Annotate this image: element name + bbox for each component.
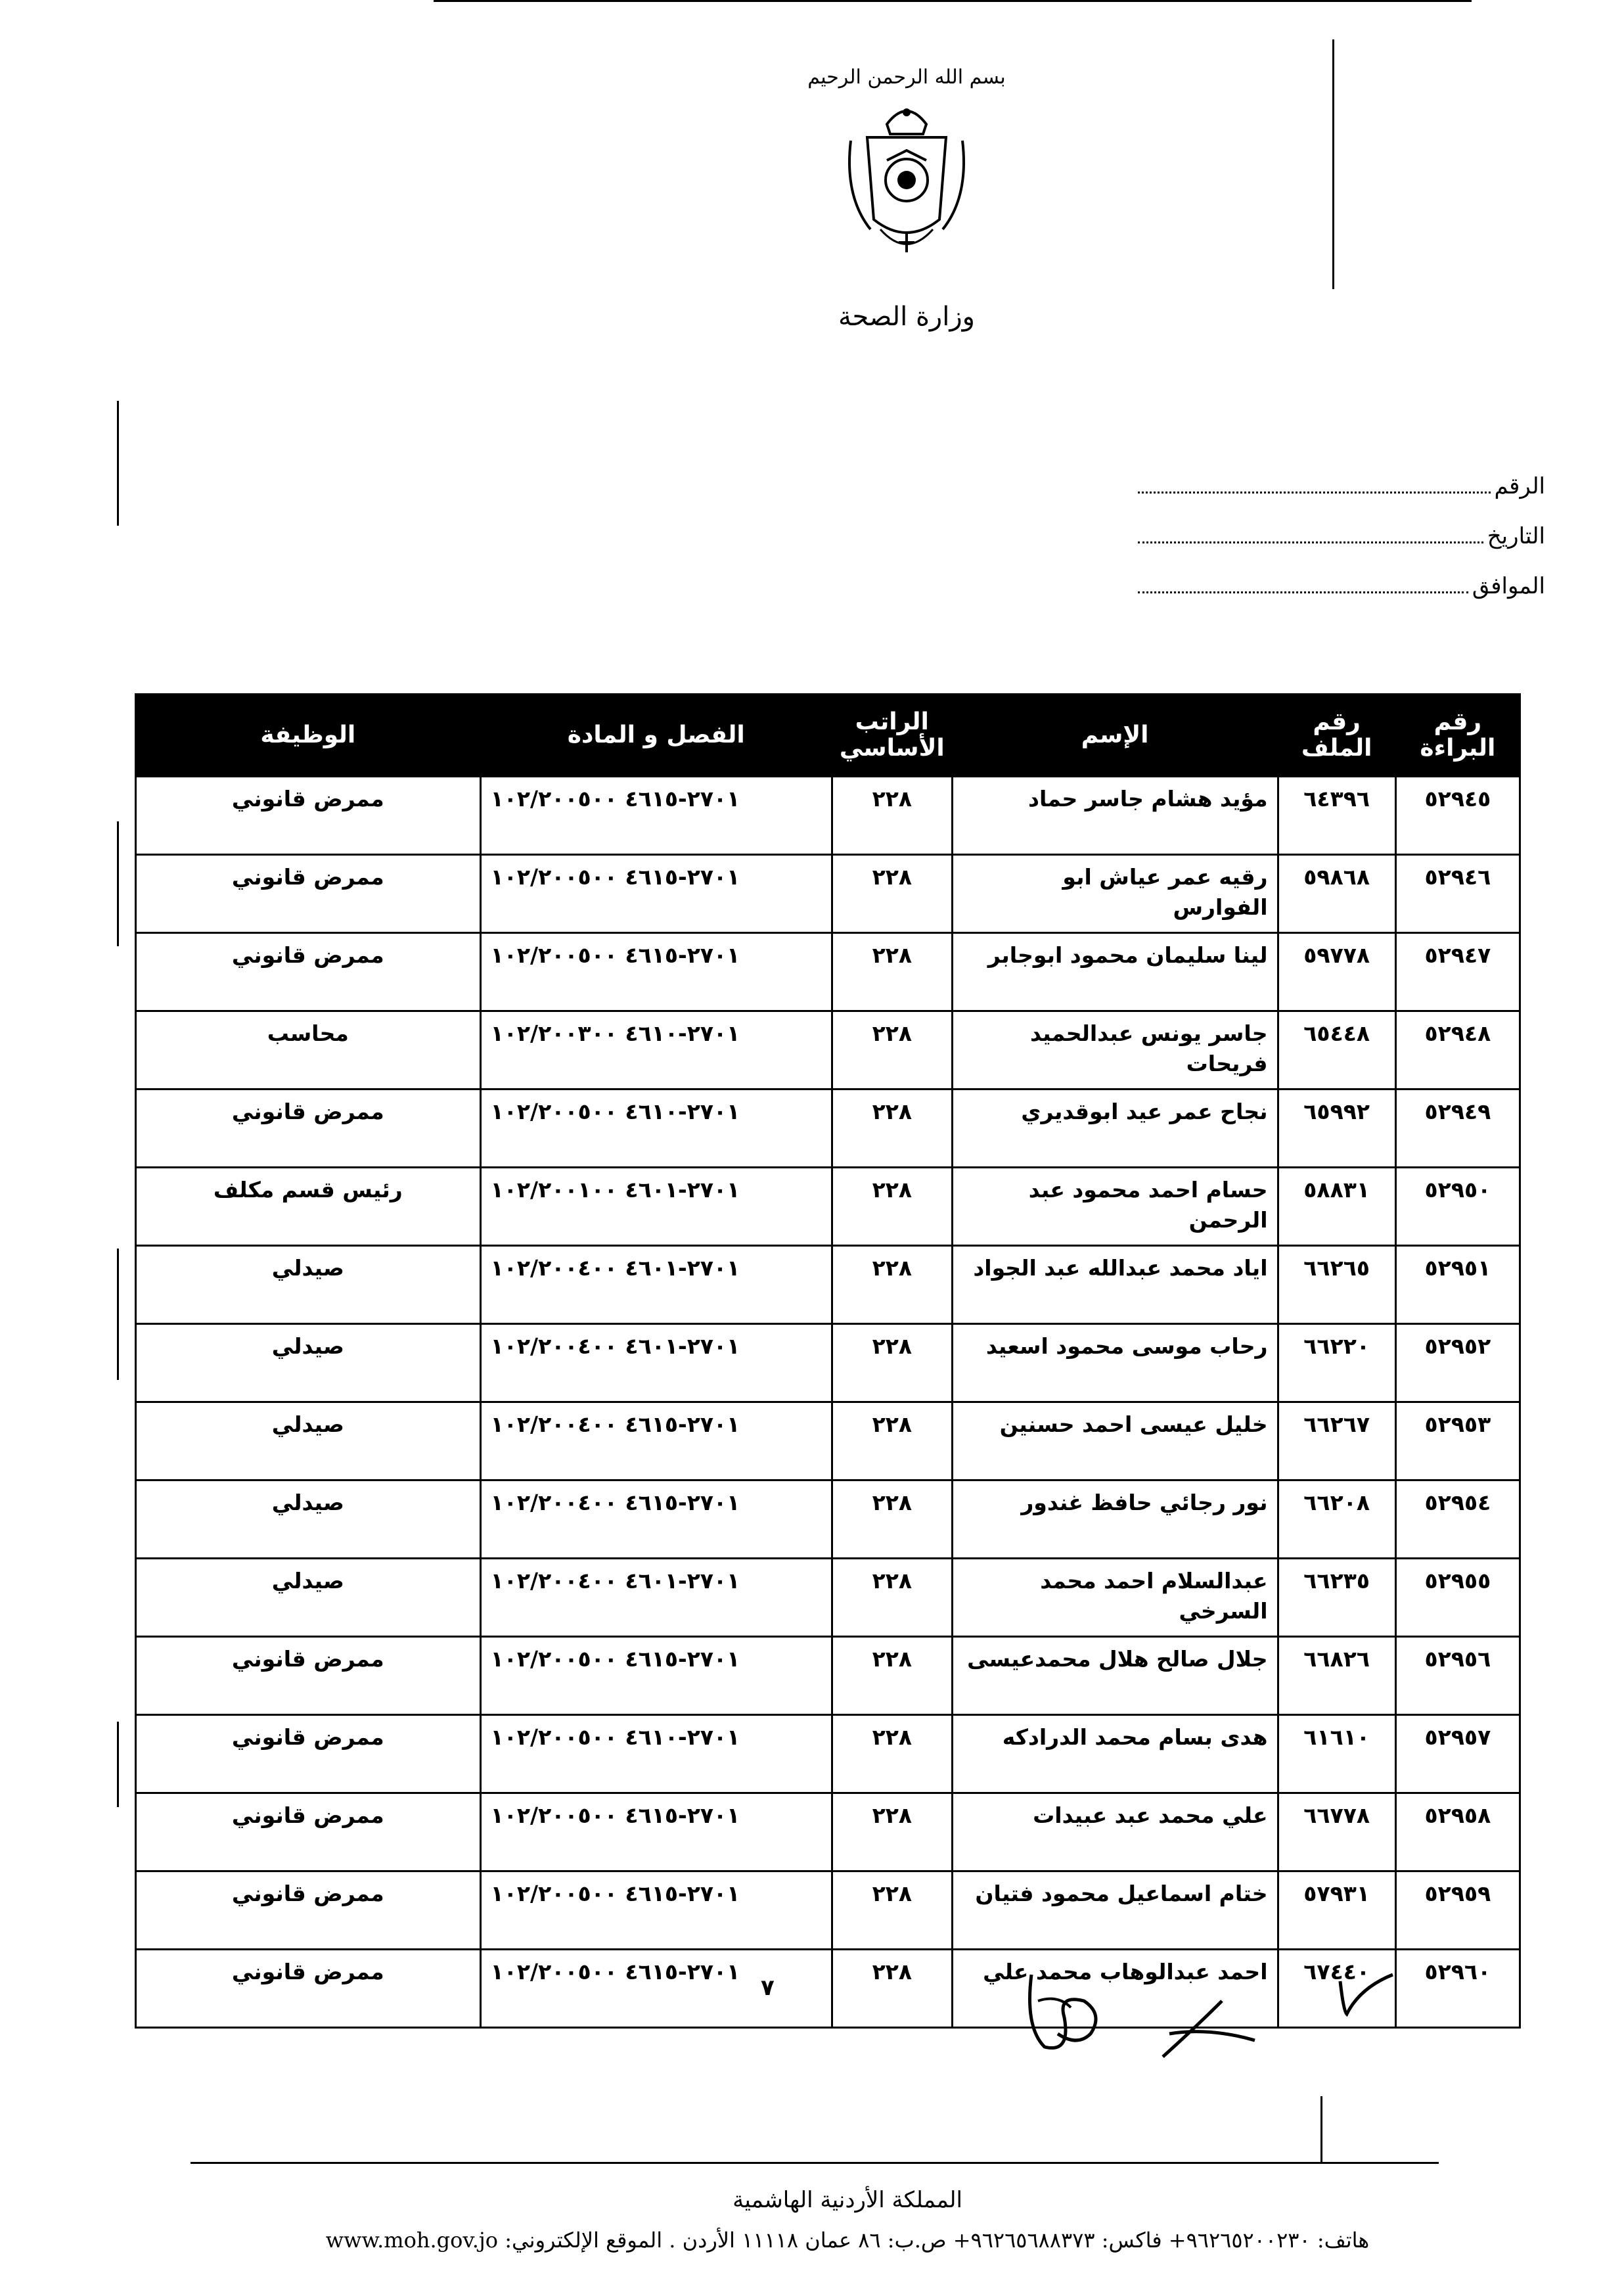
basic-salary-cell: ٢٢٨ xyxy=(832,1637,952,1715)
table-row xyxy=(136,1246,1520,1324)
clearance-number-cell: ٥٢٩٥١ xyxy=(1395,1246,1520,1324)
section-article-cell: ٢٧٠١-٤٦١٥ ١٠٢/٢٠٠٥٠٠ xyxy=(480,1793,832,1871)
table-row xyxy=(136,1637,1520,1715)
right-margin-line xyxy=(1332,39,1334,289)
top-border-line xyxy=(434,0,1472,2)
job-title-cell: محاسب xyxy=(136,1011,481,1090)
reference-number-label: الرقم xyxy=(1494,473,1545,499)
clearance-number-cell: ٥٢٩٤٩ xyxy=(1395,1090,1520,1168)
clearance-number-cell: ٥٢٩٤٥ xyxy=(1395,777,1520,855)
job-title-cell: ممرض قانوني xyxy=(136,933,481,1011)
table-row xyxy=(136,1402,1520,1480)
basic-salary-cell: ٢٢٨ xyxy=(832,1011,952,1090)
clearance-number-cell: ٥٢٩٥٣ xyxy=(1395,1402,1520,1480)
employee-name-cell: جاسر يونس عبدالحميد فريحات xyxy=(952,1011,1278,1090)
job-title-cell: صيدلي xyxy=(136,1402,481,1480)
letterhead xyxy=(690,66,1123,332)
file-number-cell: ٦٤٣٩٦ xyxy=(1278,777,1395,855)
file-number-cell: ٦٦٨٢٦ xyxy=(1278,1637,1395,1715)
employee-name-cell: رحاب موسى محمود اسعيد xyxy=(952,1324,1278,1402)
employee-name-cell: علي محمد عبد عبيدات xyxy=(952,1793,1278,1871)
corresponding-date-row xyxy=(1138,573,1545,623)
file-number-cell: ٦٥٤٤٨ xyxy=(1278,1011,1395,1090)
section-article-cell: ٢٧٠١-٤٦٠١ ١٠٢/٢٠٠٤٠٠ xyxy=(480,1559,832,1637)
clearance-number-cell: ٥٢٩٤٦ xyxy=(1395,855,1520,933)
job-title-cell: صيدلي xyxy=(136,1559,481,1637)
file-number-cell: ٥٨٨٣١ xyxy=(1278,1168,1395,1246)
right-margin-line xyxy=(1320,2096,1322,2162)
file-number-cell: ٦٦٢٦٥ xyxy=(1278,1246,1395,1324)
employee-name-cell: خليل عيسى احمد حسنين xyxy=(952,1402,1278,1480)
table-header-row xyxy=(136,695,1520,777)
handwritten-signature xyxy=(1012,1955,1419,2073)
file-number-cell: ٦٦٢٢٠ xyxy=(1278,1324,1395,1402)
ministry-name: وزارة الصحة xyxy=(838,302,975,332)
section-article-cell: ٢٧٠١-٤٦١٥ ١٠٢/٢٠٠٥٠٠ xyxy=(480,1871,832,1950)
file-number-cell: ٦٥٩٩٢ xyxy=(1278,1090,1395,1168)
file-number-cell: ٦٦٧٧٨ xyxy=(1278,1793,1395,1871)
dotted-line xyxy=(1138,576,1468,593)
clearance-number-cell: ٥٢٩٥٦ xyxy=(1395,1637,1520,1715)
left-margin-line xyxy=(117,401,119,526)
table-row xyxy=(136,1168,1520,1246)
basic-salary-cell: ٢٢٨ xyxy=(832,1715,952,1793)
job-title-cell: ممرض قانوني xyxy=(136,855,481,933)
clearance-number-cell: ٥٢٩٥٨ xyxy=(1395,1793,1520,1871)
job-title-cell: ممرض قانوني xyxy=(136,1950,481,2028)
reference-number-row xyxy=(1138,473,1545,523)
header-job: الوظيفة xyxy=(136,695,481,777)
basic-salary-cell: ٢٢٨ xyxy=(832,1950,952,2028)
section-article-cell: ٢٧٠١-٤٦٠١ ١٠٢/٢٠٠١٠٠ xyxy=(480,1168,832,1246)
file-number-cell: ٦٦٢٣٥ xyxy=(1278,1559,1395,1637)
job-title-cell: رئيس قسم مكلف xyxy=(136,1168,481,1246)
table-row xyxy=(136,1090,1520,1168)
header-section-article: الفصل و المادة xyxy=(480,695,832,777)
basic-salary-cell: ٢٢٨ xyxy=(832,1871,952,1950)
footer-rule xyxy=(191,2162,1439,2164)
section-article-cell: ٢٧٠١-٤٦١٥ ١٠٢/٢٠٠٥٠٠ xyxy=(480,855,832,933)
basmala: بسم الله الرحمن الرحيم xyxy=(807,66,1006,89)
job-title-cell: صيدلي xyxy=(136,1480,481,1559)
corresponding-date-label: الموافق xyxy=(1472,573,1545,599)
employee-name-cell: نور رجائي حافظ غندور xyxy=(952,1480,1278,1559)
basic-salary-cell: ٢٢٨ xyxy=(832,1246,952,1324)
basic-salary-cell: ٢٢٨ xyxy=(832,1793,952,1871)
table-row xyxy=(136,777,1520,855)
clearance-number-cell: ٥٢٩٥٥ xyxy=(1395,1559,1520,1637)
header-file-number: رقم الملف xyxy=(1278,695,1395,777)
section-article-cell: ٢٧٠١-٤٦١٠ ١٠٢/٢٠٠٥٠٠ xyxy=(480,1090,832,1168)
job-title-cell: صيدلي xyxy=(136,1246,481,1324)
date-label: التاريخ xyxy=(1487,523,1545,549)
employee-name-cell: حسام احمد محمود عبد الرحمن xyxy=(952,1168,1278,1246)
section-article-cell: ٢٧٠١-٤٦١٥ ١٠٢/٢٠٠٥٠٠ xyxy=(480,1637,832,1715)
reference-block xyxy=(1138,473,1545,623)
employee-name-cell: اياد محمد عبدالله عبد الجواد xyxy=(952,1246,1278,1324)
basic-salary-cell: ٢٢٨ xyxy=(832,855,952,933)
section-article-cell: ٢٧٠١-٤٦١٥ ١٠٢/٢٠٠٥٠٠ xyxy=(480,777,832,855)
clearance-number-cell: ٥٢٩٥٢ xyxy=(1395,1324,1520,1402)
table-row xyxy=(136,1715,1520,1793)
employee-name-cell: مؤيد هشام جاسر حماد xyxy=(952,777,1278,855)
clearance-number-cell: ٥٢٩٤٨ xyxy=(1395,1011,1520,1090)
left-margin-line xyxy=(117,1722,119,1807)
basic-salary-cell: ٢٢٨ xyxy=(832,1402,952,1480)
basic-salary-cell: ٢٢٨ xyxy=(832,1168,952,1246)
clearance-number-cell: ٥٢٩٥٠ xyxy=(1395,1168,1520,1246)
jordan-coat-of-arms-icon xyxy=(841,98,972,262)
job-title-cell: ممرض قانوني xyxy=(136,1090,481,1168)
clearance-number-cell: ٥٢٩٥٧ xyxy=(1395,1715,1520,1793)
header-name: الإسم xyxy=(952,695,1278,777)
employee-name-cell: عبدالسلام احمد محمد السرخي xyxy=(952,1559,1278,1637)
table-row xyxy=(136,1559,1520,1637)
clearance-number-cell: ٥٢٩٥٤ xyxy=(1395,1480,1520,1559)
left-margin-line xyxy=(117,1249,119,1380)
section-article-cell: ٢٧٠١-٤٦١٠ ١٠٢/٢٠٠٥٠٠ xyxy=(480,1715,832,1793)
table-row xyxy=(136,855,1520,933)
section-article-cell: ٢٧٠١-٤٦١٥ ١٠٢/٢٠٠٤٠٠ xyxy=(480,1402,832,1480)
dotted-line xyxy=(1138,476,1491,493)
section-article-cell: ٢٧٠١-٤٦١٠ ١٠٢/٢٠٠٣٠٠ xyxy=(480,1011,832,1090)
basic-salary-cell: ٢٢٨ xyxy=(832,777,952,855)
basic-salary-cell: ٢٢٨ xyxy=(832,1090,952,1168)
clearance-number-cell: ٥٢٩٥٩ xyxy=(1395,1871,1520,1950)
basic-salary-cell: ٢٢٨ xyxy=(832,1324,952,1402)
table-row xyxy=(136,933,1520,1011)
file-number-cell: ٥٧٩٣١ xyxy=(1278,1871,1395,1950)
table-row xyxy=(136,1793,1520,1871)
job-title-cell: ممرض قانوني xyxy=(136,777,481,855)
section-article-cell: ٢٧٠١-٤٦٠١ ١٠٢/٢٠٠٤٠٠ xyxy=(480,1324,832,1402)
dotted-line xyxy=(1138,526,1483,543)
clearance-number-cell: ٥٢٩٤٧ xyxy=(1395,933,1520,1011)
section-article-cell: ٢٧٠١-٤٦١٥ ١٠٢/٢٠٠٤٠٠ xyxy=(480,1480,832,1559)
employee-name-cell: احمد عبدالوهاب محمد علي xyxy=(952,1950,1278,2028)
employee-name-cell: ختام اسماعيل محمود فتيان xyxy=(952,1871,1278,1950)
file-number-cell: ٦٧٤٤٠ xyxy=(1278,1950,1395,2028)
employee-name-cell: رقيه عمر عياش ابو الفوارس xyxy=(952,855,1278,933)
basic-salary-cell: ٢٢٨ xyxy=(832,933,952,1011)
section-article-cell: ٢٧٠١-٤٦١٥ ١٠٢/٢٠٠٥٠٠ xyxy=(480,1950,832,2028)
job-title-cell: ممرض قانوني xyxy=(136,1637,481,1715)
file-number-cell: ٥٩٨٦٨ xyxy=(1278,855,1395,933)
file-number-cell: ٦٦٢٠٨ xyxy=(1278,1480,1395,1559)
employee-name-cell: لينا سليمان محمود ابوجابر xyxy=(952,933,1278,1011)
footer-contact: هاتف: ٩٦٢٦٥٢٠٠٢٣٠+ فاكس: ٩٦٢٦٥٦٨٨٣٧٣+ ص.ب: ٨٦ عمان ١١١١٨ الأردن . الموقع الإلكتروني: www.moh.gov.jo xyxy=(325,2228,1370,2253)
page-number: ٧ xyxy=(761,1975,775,2001)
file-number-cell: ٦٦٢٦٧ xyxy=(1278,1402,1395,1480)
table-row xyxy=(136,1871,1520,1950)
file-number-cell: ٦١٦١٠ xyxy=(1278,1715,1395,1793)
left-margin-line xyxy=(117,821,119,946)
section-article-cell: ٢٧٠١-٤٦١٥ ١٠٢/٢٠٠٥٠٠ xyxy=(480,933,832,1011)
table-row xyxy=(136,1324,1520,1402)
table-row xyxy=(136,1011,1520,1090)
table-row xyxy=(136,1480,1520,1559)
basic-salary-cell: ٢٢٨ xyxy=(832,1559,952,1637)
footer-kingdom: المملكة الأردنية الهاشمية xyxy=(733,2187,962,2213)
employee-name-cell: نجاح عمر عيد ابوقديري xyxy=(952,1090,1278,1168)
date-row xyxy=(1138,523,1545,573)
basic-salary-cell: ٢٢٨ xyxy=(832,1480,952,1559)
job-title-cell: ممرض قانوني xyxy=(136,1793,481,1871)
clearance-number-cell: ٥٢٩٦٠ xyxy=(1395,1950,1520,2028)
section-article-cell: ٢٧٠١-٤٦٠١ ١٠٢/٢٠٠٤٠٠ xyxy=(480,1246,832,1324)
file-number-cell: ٥٩٧٧٨ xyxy=(1278,933,1395,1011)
job-title-cell: صيدلي xyxy=(136,1324,481,1402)
employee-table xyxy=(135,693,1521,2029)
header-basic-salary: الراتب الأساسي xyxy=(832,695,952,777)
job-title-cell: ممرض قانوني xyxy=(136,1715,481,1793)
employee-name-cell: هدى بسام محمد الدرادكه xyxy=(952,1715,1278,1793)
job-title-cell: ممرض قانوني xyxy=(136,1871,481,1950)
header-clearance-number: رقم البراءة xyxy=(1395,695,1520,777)
employee-name-cell: جلال صالح هلال محمدعيسى xyxy=(952,1637,1278,1715)
